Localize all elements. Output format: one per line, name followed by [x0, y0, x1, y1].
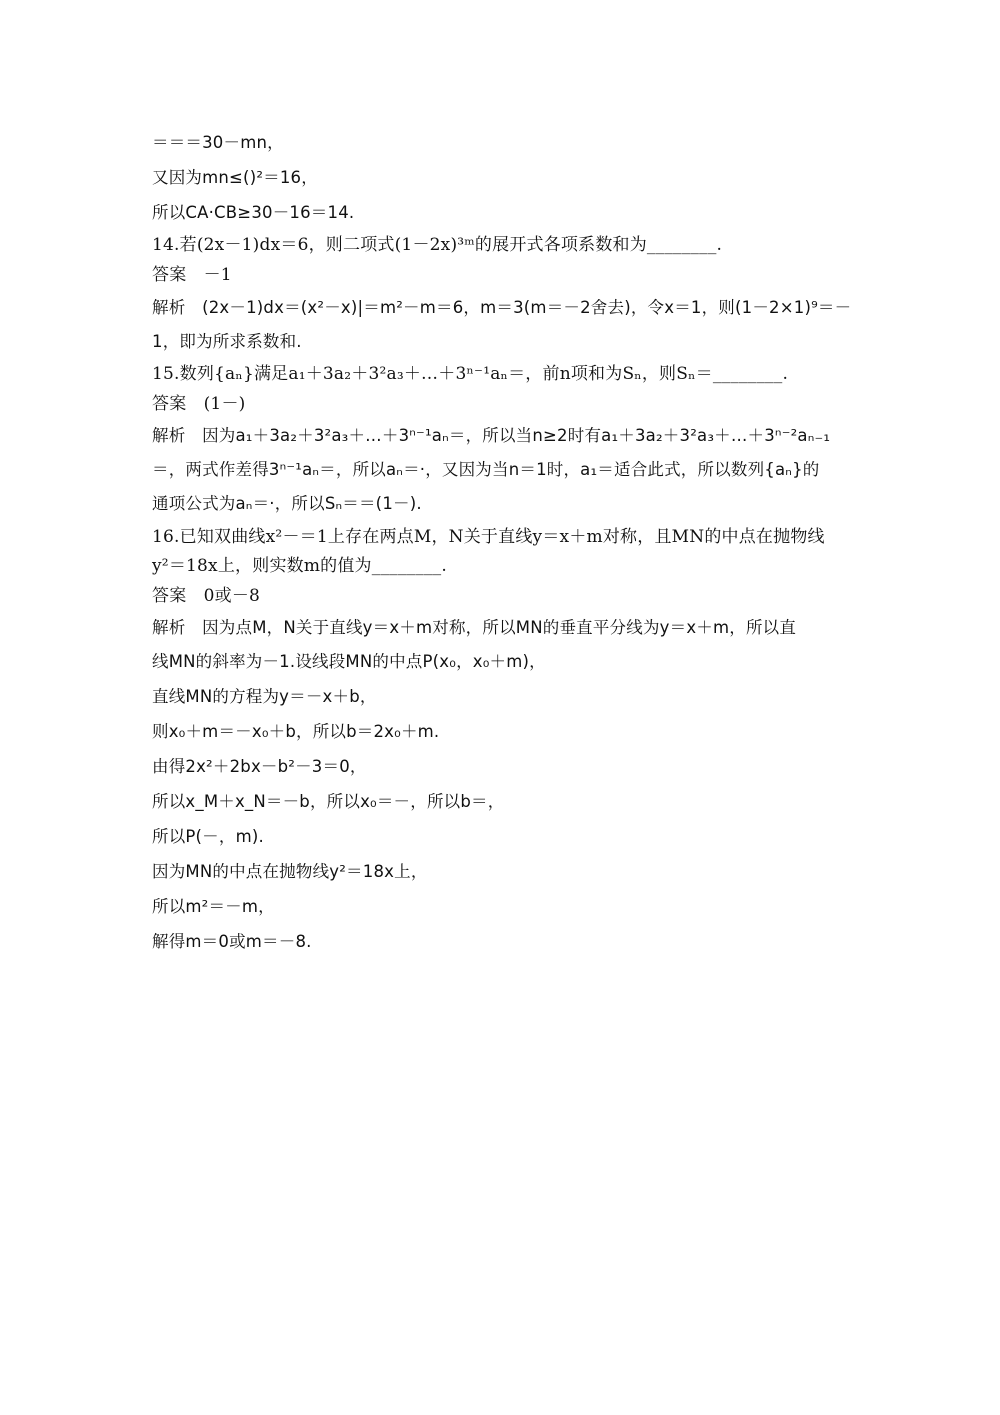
analysis-16-line-4: 则x₀＋m＝－x₀＋b，所以b＝2x₀＋m.: [152, 722, 440, 741]
analysis-14-line-2: 1，即为所求系数和.: [152, 332, 302, 351]
analysis-16-line-9: 所以m²＝－m，: [152, 897, 275, 916]
analysis-15-line-2: ＝，两式作差得3ⁿ⁻¹aₙ＝，所以aₙ＝·，又因为当n＝1时，a₁＝适合此式，所以数列{aₙ}的: [152, 460, 820, 479]
answer-14: 答案 －1: [152, 265, 232, 285]
analysis-15-line-3: 通项公式为aₙ＝·，所以Sₙ＝＝(1－).: [152, 494, 422, 513]
question-14: 14.若(2x－1)dx＝6，则二项式(1－2x)³ᵐ的展开式各项系数和为________.: [152, 235, 723, 255]
analysis-16-line-5: 由得2x²＋2bx－b²－3＝0，: [152, 757, 367, 776]
question-15: 15.数列{aₙ}满足a₁＋3a₂＋3²a₃＋…＋3ⁿ⁻¹aₙ＝，前n项和为Sₙ，则Sₙ＝________.: [152, 364, 789, 384]
solution-line-1: ＝＝＝30－mn，: [152, 133, 284, 152]
analysis-16-line-7: 所以P(－，m).: [152, 827, 264, 846]
solution-line-2: 又因为mn≤()²＝16，: [152, 168, 318, 187]
analysis-14-line-1: 解析 (2x－1)dx＝(x²－x)|＝m²－m＝6，m＝3(m＝－2舍去)，令x＝1，则(1－2×1)⁹＝－: [152, 298, 852, 317]
analysis-15-line-1: 解析 因为a₁＋3a₂＋3²a₃＋…＋3ⁿ⁻¹aₙ＝，所以当n≥2时有a₁＋3a₂＋3²a₃＋…＋3ⁿ⁻²aₙ₋₁: [152, 426, 831, 445]
analysis-16-line-8: 因为MN的中点在抛物线y²＝18x上，: [152, 862, 428, 881]
solution-line-3: 所以CA·CB≥30－16＝14.: [152, 203, 355, 222]
question-16-line-2: y²＝18x上，则实数m的值为________.: [152, 556, 447, 576]
analysis-16-line-2: 线MN的斜率为－1.设线段MN的中点P(x₀，x₀＋m)，: [152, 652, 546, 671]
analysis-16-line-10: 解得m＝0或m＝－8.: [152, 932, 312, 951]
question-16-line-1: 16.已知双曲线x²－＝1上存在两点M，N关于直线y＝x＋m对称，且MN的中点在抛物线: [152, 527, 825, 547]
analysis-16-line-3: 直线MN的方程为y＝－x＋b，: [152, 687, 377, 706]
analysis-16-line-1: 解析 因为点M，N关于直线y＝x＋m对称，所以MN的垂直平分线为y＝x＋m，所以直: [152, 618, 797, 637]
answer-16: 答案 0或－8: [152, 586, 261, 606]
analysis-16-line-6: 所以x_M＋x_N＝－b，所以x₀＝－，所以b＝，: [152, 792, 505, 811]
answer-15: 答案 (1－): [152, 394, 246, 414]
